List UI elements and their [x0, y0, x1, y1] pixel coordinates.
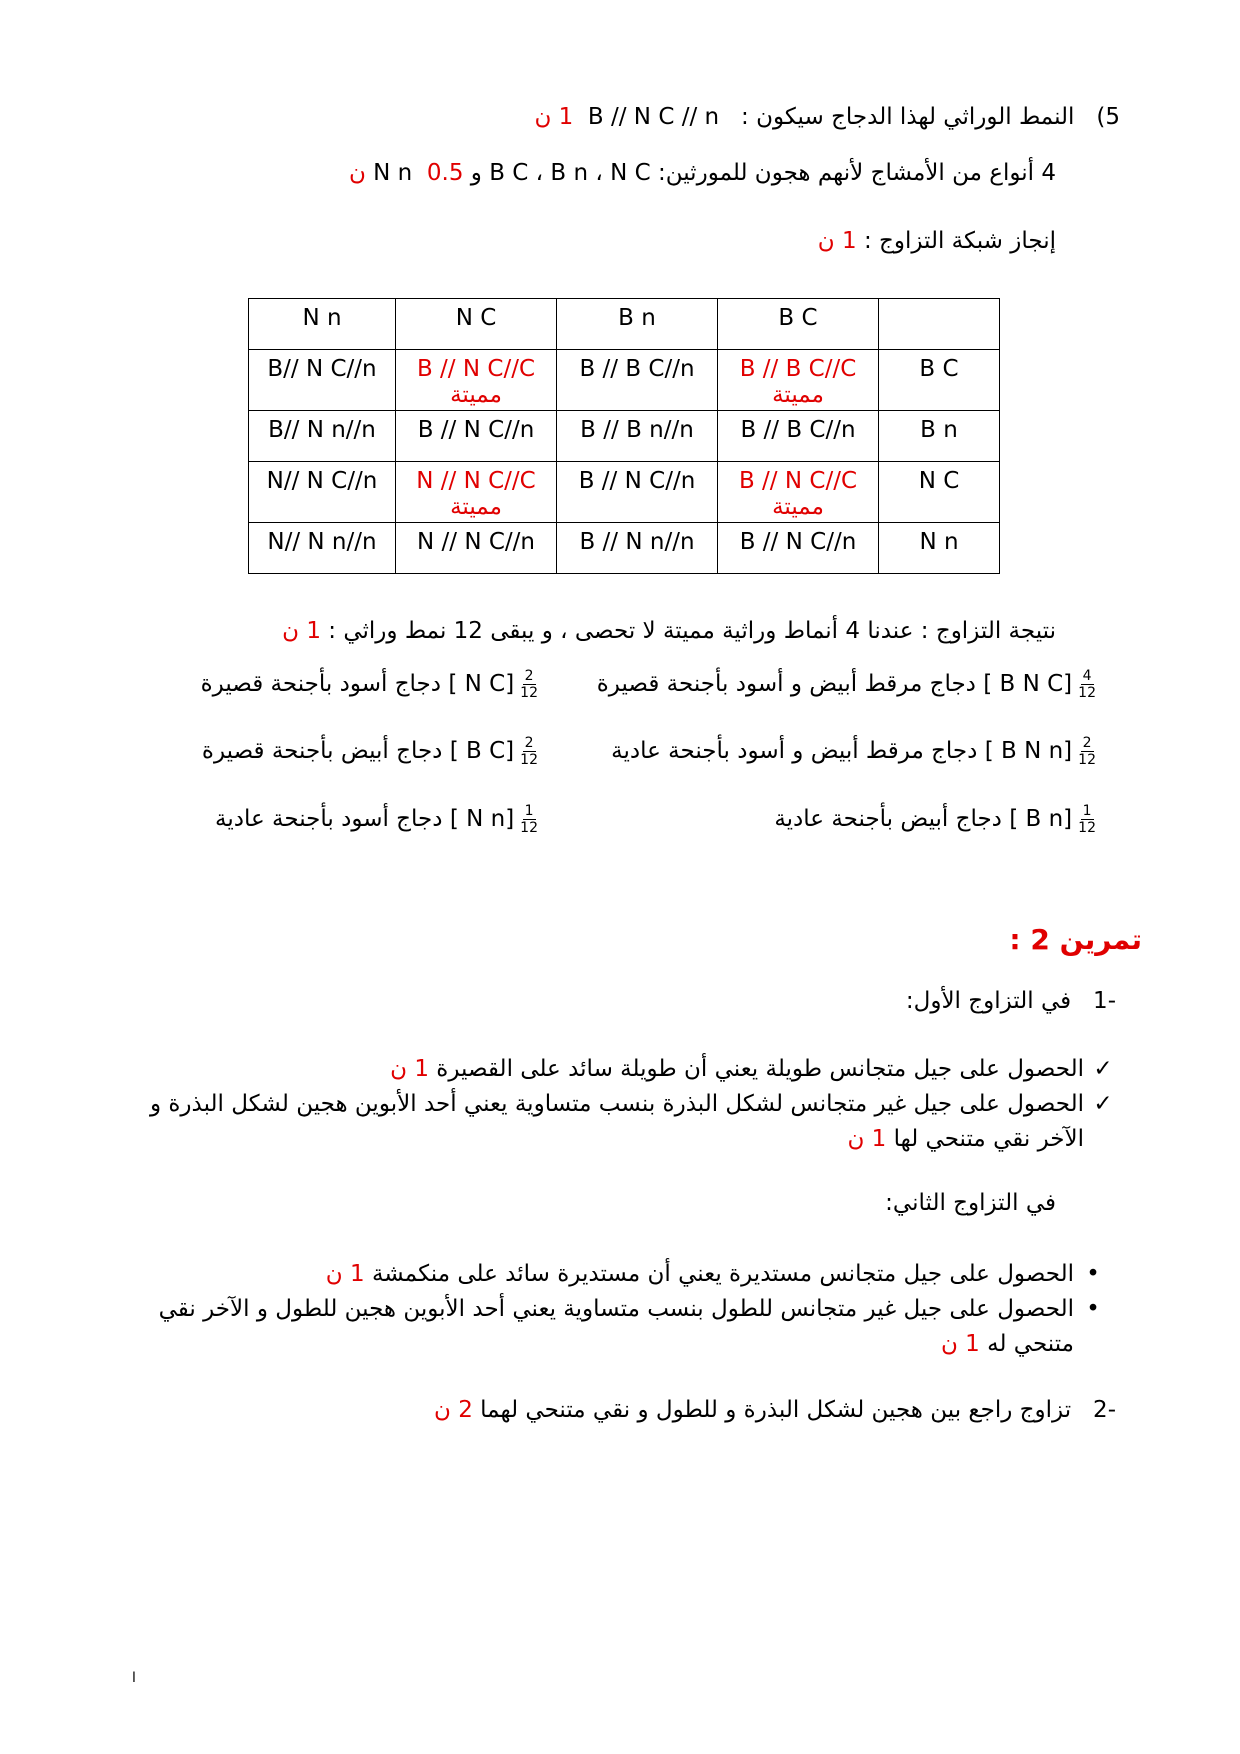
- check-icon: ✓: [1093, 1091, 1113, 1117]
- table-cell-lethal: B // N C//C مميتة: [396, 350, 557, 411]
- row-gamete-label: N n: [879, 523, 1000, 574]
- q1-second-text: في التزاوج الثاني:: [885, 1190, 1056, 1216]
- ratio-fraction: $\frac{1}{12}$: [520, 803, 538, 836]
- gametes-line: [349, 160, 1056, 186]
- table-row: [249, 411, 1000, 462]
- grid-title: [818, 228, 1056, 254]
- table-cell: B// N C//n: [249, 350, 396, 411]
- ratio-fraction: $\frac{2}{12}$: [520, 735, 538, 768]
- second-item-score: 1 ن: [940, 1331, 980, 1357]
- second-item-score: 1 ن: [325, 1261, 365, 1287]
- header-cell: N n: [249, 299, 396, 350]
- q2-text: تزاوج راجع بين هجين لشكل البذرة و للطول و نقي متنحي لهما: [480, 1397, 1072, 1423]
- part5-genotypes: B // N C // n: [587, 104, 720, 130]
- second-item-text: الحصول على جيل متجانس مستديرة يعني أن مستديرة سائد على منكمشة: [371, 1261, 1074, 1287]
- second-item-row: [100, 1257, 1112, 1292]
- phenotype-item: $\frac{2}{12}$ [ N C] دجاج أسود بأجنحة قصيرة: [200, 668, 538, 701]
- q2-score: 2 ن: [434, 1397, 473, 1423]
- part5-text: النمط الوراثي لهذا الدجاج سيكون :: [741, 104, 1075, 130]
- table-row: [249, 462, 1000, 523]
- second-item-text: الحصول على جيل غير متجانس للطول بنسب متساوية يعني أحد الأبوين هجين للطول و الآخر نقي متنحي له: [158, 1296, 1074, 1357]
- exercise2-title: تمرين 2 :: [1009, 923, 1142, 956]
- grid-title-score: 1 ن: [817, 228, 857, 254]
- row-gamete-label: B n: [879, 411, 1000, 462]
- phenotype-item: $\frac{4}{12}$ [ B N C] دجاج مرقط أبيض و أسود بأجنحة قصيرة: [596, 668, 1096, 701]
- q1-first-text: في التزاوج الأول:: [905, 988, 1072, 1014]
- part5-number: 5): [1096, 104, 1120, 130]
- table-row: [249, 523, 1000, 574]
- q2-label: -2: [1093, 1397, 1116, 1423]
- ratio-fraction: $\frac{1}{12}$: [1078, 803, 1096, 836]
- ratio-fraction: $\frac{2}{12}$: [520, 668, 538, 701]
- table-cell-lethal: B // N C//C مميتة: [718, 462, 879, 523]
- first-item-row: [112, 1052, 1122, 1087]
- phenotype-item: $\frac{2}{12}$ [ B C] دجاج أبيض بأجنحة قصيرة: [201, 735, 538, 768]
- first-item-score: 1 ن: [390, 1056, 429, 1082]
- table-cell: B // B n//n: [557, 411, 718, 462]
- row-gamete-label: B C: [879, 350, 1000, 411]
- second-item-row: [100, 1292, 1112, 1362]
- q1-label: -1: [1093, 988, 1116, 1014]
- first-item-score: 1 ن: [847, 1126, 887, 1152]
- header-cell: B C: [718, 299, 879, 350]
- table-row: [249, 350, 1000, 411]
- part5-line: [534, 104, 1120, 130]
- page-mark: ا: [132, 1670, 136, 1686]
- first-item-text: الحصول على جيل متجانس طويلة يعني أن طويلة سائد على القصيرة: [436, 1056, 1084, 1082]
- table-cell: N// N n//n: [249, 523, 396, 574]
- table-cell: B // N C//n: [396, 411, 557, 462]
- phenotype-item: $\frac{2}{12}$ [ B N n] دجاج مرقط أبيض و أسود بأجنحة عادية: [611, 735, 1096, 768]
- gametes-text: 4 أنواع من الأمشاج لأنهم هجون للمورثين:: [657, 160, 1056, 186]
- first-item-text: الحصول على جيل غير متجانس لشكل البذرة بنسب متساوية يعني أحد الأبوين هجين لشكل البذرة و الآخر نقي متنحي لها: [149, 1091, 1084, 1152]
- header-cell: B n: [557, 299, 718, 350]
- ratio-fraction: $\frac{2}{12}$: [1078, 735, 1096, 768]
- cross-table: [248, 298, 1000, 574]
- result-line: [282, 618, 1056, 644]
- q1-first-header: [906, 988, 1116, 1014]
- table-cell: N// N C//n: [249, 462, 396, 523]
- phenotype-item: $\frac{1}{12}$ [ N n] دجاج أسود بأجنحة عادية: [215, 803, 538, 836]
- first-item-row: [112, 1087, 1122, 1157]
- table-cell: B // N C//n: [718, 523, 879, 574]
- table-cell: B // N C//n: [557, 462, 718, 523]
- check-icon: ✓: [1093, 1056, 1113, 1082]
- table-cell: B// N n//n: [249, 411, 396, 462]
- table-header-row: [249, 299, 1000, 350]
- table-cell: N // N C//n: [396, 523, 557, 574]
- row-gamete-label: N C: [879, 462, 1000, 523]
- result-text: نتيجة التزاوج : عندنا 4 أنماط وراثية مميتة لا تحصى ، و يبقى 12 نمط وراثي :: [328, 618, 1056, 644]
- table-cell-lethal: B // B C//C مميتة: [718, 350, 879, 411]
- table-cell: B // B C//n: [557, 350, 718, 411]
- phenotype-item: $\frac{1}{12}$ [ B n] دجاج أبيض بأجنحة عادية: [774, 803, 1096, 836]
- header-cell: [879, 299, 1000, 350]
- table-cell-lethal: N // N C//C مميتة: [396, 462, 557, 523]
- bullet-icon: •: [1086, 1296, 1100, 1322]
- table-cell: B // B C//n: [718, 411, 879, 462]
- grid-title-text: إنجاز شبكة التزاوج :: [863, 228, 1056, 254]
- gametes-list: B C ، B n ، N C و N n: [373, 160, 651, 186]
- header-cell: N C: [396, 299, 557, 350]
- gametes-score: 0.5 ن: [348, 160, 464, 186]
- q1-second-header: [885, 1190, 1056, 1216]
- part5-score: 1 ن: [534, 104, 574, 130]
- table-cell: B // N n//n: [557, 523, 718, 574]
- q2-line: [434, 1397, 1116, 1423]
- ratio-fraction: $\frac{4}{12}$: [1078, 668, 1096, 701]
- result-score: 1 ن: [282, 618, 321, 644]
- bullet-icon: •: [1086, 1261, 1100, 1287]
